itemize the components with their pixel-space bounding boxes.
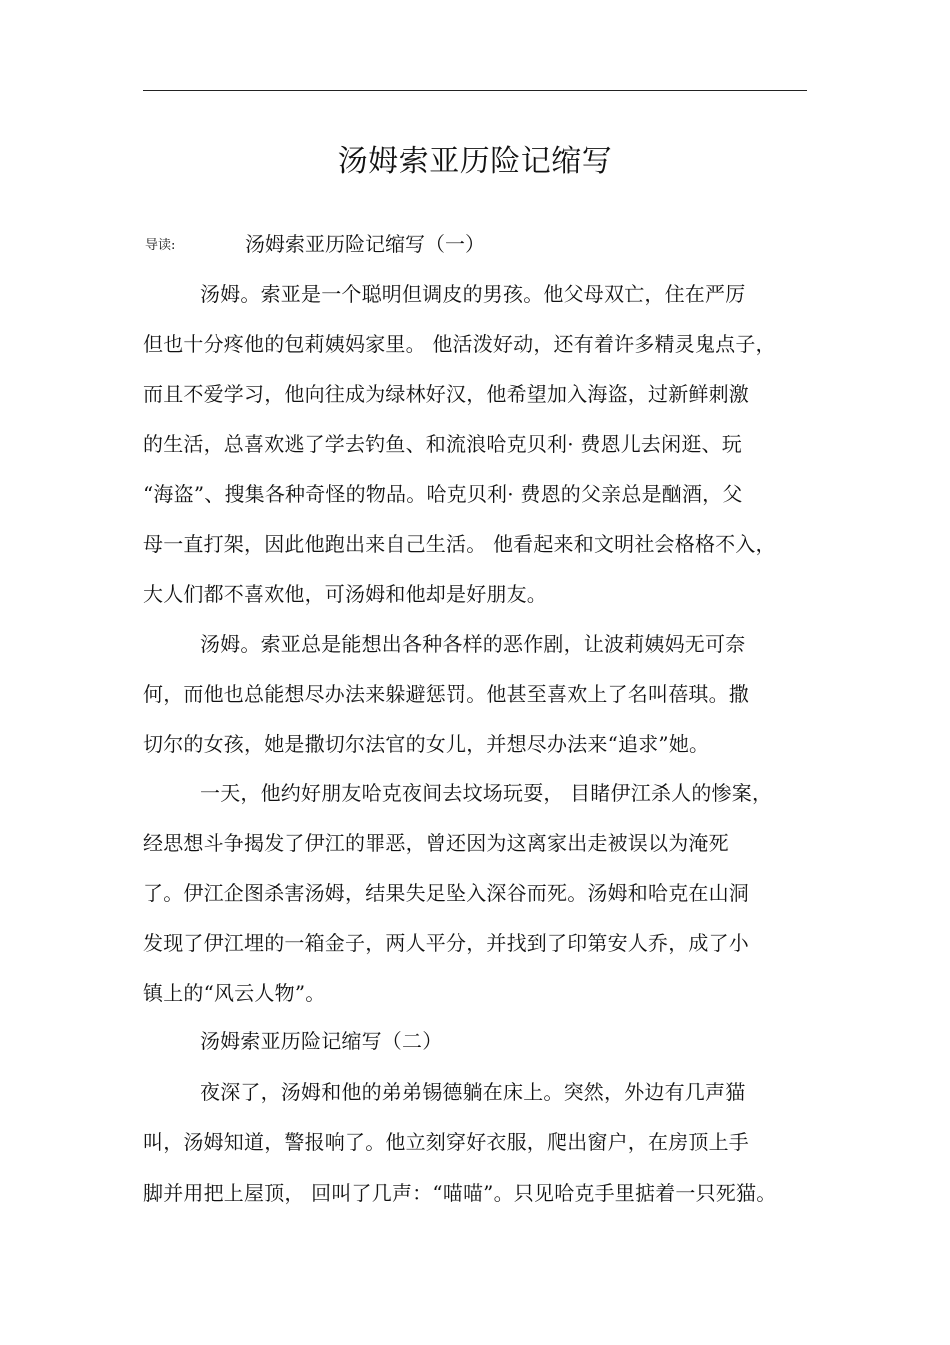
- body-line: 发现了伊江埋的一箱金子，两人平分，并找到了印第安人乔，成了小: [143, 931, 749, 955]
- body-line: 经思想斗争揭发了伊江的罪恶，曾还因为这离家出走被误以为淹死: [143, 831, 729, 855]
- body-line: 母一直打架，因此他跑出来自己生活。 他看起来和文明社会格格不入，: [143, 532, 776, 556]
- body-line: 汤姆。索亚总是能想出各种各样的恶作剧，让波莉姨妈无可奈: [200, 632, 746, 656]
- body-line: 切尔的女孩，她是撒切尔法官的女儿，并想尽办法来“追求”她。: [143, 732, 710, 756]
- body-line: 脚并用把上屋顶， 回叫了几声：“喵喵”。只见哈克手里掂着一只死猫。: [143, 1181, 777, 1205]
- body-line: “海盗”、搜集各种奇怪的物品。哈克贝利· 费恩的父亲总是酗酒，父: [143, 482, 743, 506]
- document-title: 汤姆索亚历险记缩写: [337, 144, 613, 179]
- body-line: 何，而他也总能想尽办法来躲避惩罚。他甚至喜欢上了名叫蓓琪。撒: [143, 682, 749, 706]
- lead-text: 汤姆索亚历险记缩写（一）: [245, 232, 485, 256]
- body-line: 叫，汤姆知道，警报响了。他立刻穿好衣服，爬出窗户，在房顶上手: [143, 1130, 749, 1154]
- body-line: 一天，他约好朋友哈克夜间去坟场玩耍， 目睹伊江杀人的惨案，: [200, 781, 773, 805]
- body-line: 汤姆。索亚是一个聪明但调皮的男孩。他父母双亡，住在严厉: [200, 282, 746, 306]
- body-line: 大人们都不喜欢他，可汤姆和他却是好朋友。: [143, 582, 547, 606]
- lead-label: 导读:: [145, 238, 176, 253]
- body-line: 但也十分疼他的包莉姨妈家里。 他活泼好动，还有着许多精灵鬼点子，: [143, 332, 776, 356]
- body-line: 而且不爱学习，他向往成为绿林好汉，他希望加入海盗，过新鲜刺激: [143, 382, 749, 406]
- header-rule: [143, 90, 807, 91]
- body-line: 镇上的“风云人物”。: [143, 981, 326, 1005]
- body-line: 了。伊江企图杀害汤姆，结果失足坠入深谷而死。汤姆和哈克在山洞: [143, 881, 749, 905]
- body-line: 夜深了，汤姆和他的弟弟锡德躺在床上。突然，外边有几声猫: [200, 1080, 746, 1104]
- section-heading: 汤姆索亚历险记缩写（二）: [200, 1029, 443, 1053]
- body-line: 的生活，总喜欢逃了学去钓鱼、和流浪哈克贝利· 费恩儿去闲逛、玩: [143, 432, 742, 456]
